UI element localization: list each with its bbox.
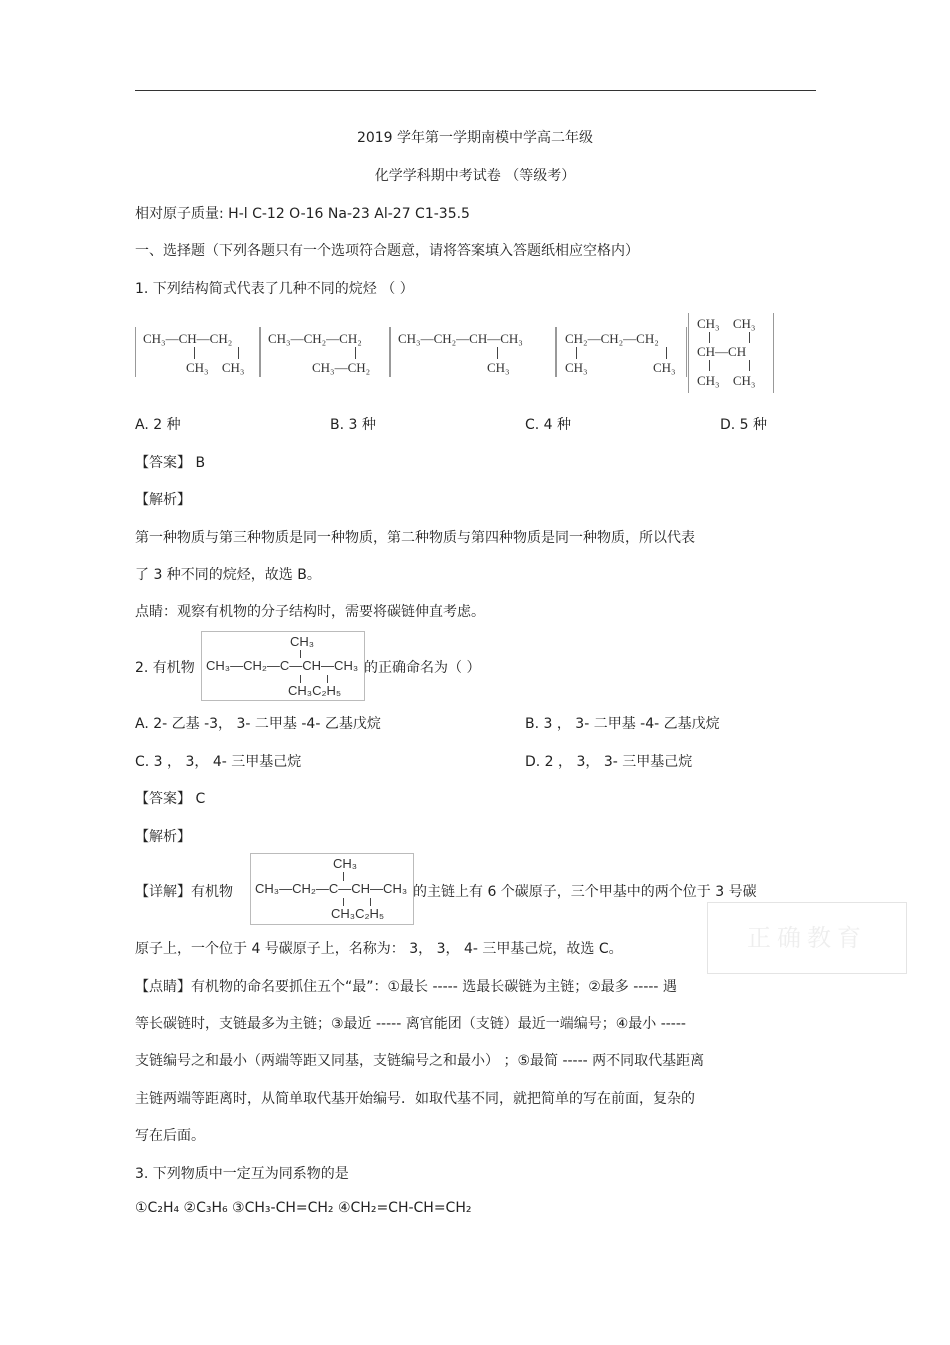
structure-branch-left: CH₃ xyxy=(565,360,588,375)
q1-stem: 1. 下列结构简式代表了几种不同的烷烃 （ ） xyxy=(135,281,414,297)
q3-stem: 3. 下列物质中一定互为同系物的是 xyxy=(135,1166,349,1182)
q1-option-a: A. 2 种 xyxy=(135,417,181,433)
q1-analysis-line-2: 了 3 种不同的烷烃，故选 B。 xyxy=(135,567,321,583)
atomic-mass-line: 相对原子质量: H-l C-12 O-16 Na-23 Al-27 C1-35.5 xyxy=(135,206,470,222)
q2-stem-suffix: 的正确命名为（ ） xyxy=(364,660,481,676)
q2-option-a: A. 2- 乙基 -3， 3- 二甲基 -4- 乙基戊烷 xyxy=(135,716,381,732)
structure-branch-right: CH₃ xyxy=(653,360,676,375)
q2-option-b: B. 3 ， 3- 二甲基 -4- 乙基戊烷 xyxy=(525,716,720,732)
structure-chain: CH₂—CH₂—CH₂ xyxy=(565,331,659,346)
q2-answer: 【答案】 C xyxy=(135,791,206,807)
q2-detail-suffix: 的主链上有 6 个碳原子，三个甲基中的两个位于 3 号碳 xyxy=(413,884,757,900)
q2-molecule-image xyxy=(201,631,365,701)
molecule-branches-bottom: CH₃C₂H₅ xyxy=(288,683,342,698)
q2-analysis-label: 【解析】 xyxy=(135,829,191,845)
q3-items: ①C₂H₄ ②C₃H₆ ③CH₃-CH=CH₂ ④CH₂=CH-CH=CH₂ xyxy=(135,1200,472,1216)
structure-center: CH—CH xyxy=(697,344,747,359)
structure-top: CH₃ CH₃ xyxy=(697,316,756,331)
q1-option-b: B. 3 种 xyxy=(330,417,376,433)
q2-tip-line-4: 主链两端等距离时，从简单取代基开始编号．如取代基不同，就把简单的写在前面，复杂的 xyxy=(135,1091,695,1107)
structure-chain: CH₃—CH—CH₂ xyxy=(143,331,233,346)
q2-option-c: C. 3 ， 3， 4- 三甲基己烷 xyxy=(135,754,302,770)
exam-title: 2019 学年第一学期南模中学高二年级 xyxy=(356,130,594,146)
molecule-main-chain: CH₃—CH₂—C—CH—CH₃ xyxy=(206,658,359,673)
section-heading: 一、选择题（下列各题只有一个选项符合题意，请将答案填入答题纸相应空格内） xyxy=(135,243,639,259)
q2-option-d: D. 2 ， 3， 3- 三甲基己烷 xyxy=(525,754,693,770)
top-rule xyxy=(135,90,816,91)
q1-option-c: C. 4 种 xyxy=(525,417,572,433)
q2-tip-line-3: 支链编号之和最小（两端等距又同基，支链编号之和最小） ；⑤最简 ----- 两不同取代基距离 xyxy=(135,1053,705,1069)
structure-branch: CH₃—CH₂ xyxy=(312,360,371,375)
q1-structure-5 xyxy=(688,313,774,393)
q1-answer: 【答案】 B xyxy=(135,455,206,471)
q1-option-d: D. 5 种 xyxy=(720,417,768,433)
q2-stem-prefix: 2. 有机物 xyxy=(135,660,195,676)
molecule-branches-bottom: CH₃C₂H₅ xyxy=(331,906,385,921)
q1-tip: 点睛：观察有机物的分子结构时，需要将碳链伸直考虑。 xyxy=(135,604,485,620)
structure-bottom: CH₃ CH₃ xyxy=(697,373,756,388)
q2-tip-line-2: 等长碳链时，支链最多为主链；③最近 ----- 离官能团（支链）最近一端编号；④最小 ----- xyxy=(135,1016,686,1032)
q1-analysis-label: 【解析】 xyxy=(135,492,191,508)
q2-detail-line-2: 原子上，一个位于 4 号碳原子上，名称为： 3， 3， 4- 三甲基己烷，故选 C。 xyxy=(135,941,623,957)
q2-detail-prefix: 【详解】有机物 xyxy=(135,884,233,900)
watermark-stamp: 正确教育 xyxy=(707,902,907,974)
q1-structure-2 xyxy=(259,327,391,377)
structure-branch: CH₃ CH₃ xyxy=(186,360,245,375)
structure-branch: CH₃ xyxy=(487,360,510,375)
q1-structure-4 xyxy=(555,327,687,377)
molecule-main-chain: CH₃—CH₂—C—CH—CH₃ xyxy=(255,881,408,896)
structure-chain: CH₃—CH₂—CH₂ xyxy=(268,331,362,346)
q1-structure-3 xyxy=(389,327,557,377)
q2-tip-line-5: 写在后面。 xyxy=(135,1128,205,1144)
structure-chain: CH₃—CH₂—CH—CH₃ xyxy=(398,331,523,346)
molecule-methyl-top: CH₃ xyxy=(290,634,315,649)
q2-detail-molecule-image xyxy=(250,853,414,925)
q2-tip-line-1: 【点睛】有机物的命名要抓住五个“最”：①最长 ----- 选最长碳链为主链；②最多 ----- 遇 xyxy=(135,979,677,995)
molecule-methyl-top: CH₃ xyxy=(333,856,358,871)
exam-subtitle: 化学学科期中考试卷 （等级考） xyxy=(374,168,576,184)
q1-analysis-line-1: 第一种物质与第三种物质是同一种物质，第二种物质与第四种物质是同一种物质，所以代表 xyxy=(135,530,695,546)
q1-structure-1 xyxy=(135,327,261,377)
